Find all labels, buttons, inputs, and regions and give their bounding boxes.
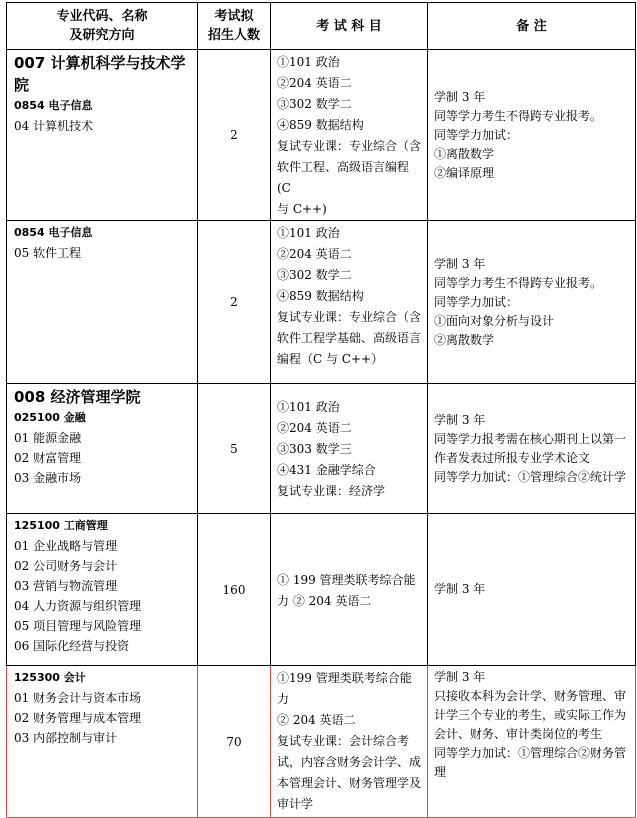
major-cell <box>7 50 198 221</box>
major-name: 125300 会计 <box>14 671 86 684</box>
direction-list <box>14 428 197 488</box>
major-cell <box>7 221 198 384</box>
subjects-cell: ①101 政治 ②204 英语二 ③302 数学二 ④859 数据结构 复试专业课：专业综合（含 软件工程学基础、高级语言 编程（C 与 C++） <box>271 221 428 384</box>
notes-cell: 学制 3 年 只接收本科为会计学、财务管理、审 计学三个专业的考生，或实际工作为 会计、财务、审计类岗位的考生 同等学力加试：①管理综合②财务管 理 <box>428 666 636 818</box>
list-item: 04 人力资源与组织管理 <box>14 599 142 613</box>
list-item: 05 项目管理与风险管理 <box>14 619 142 633</box>
list-item: 01 财务会计与资本市场 <box>14 691 142 705</box>
list-item: 01 企业战略与管理 <box>14 539 118 553</box>
major-name: 025100 金融 <box>14 411 86 424</box>
table-row <box>7 666 636 818</box>
notes-cell: 学制 3 年 同等学力报考需在核心期刊上以第一 作者发表过所报专业学术论文 同等学力加试：①管理综合②统计学 <box>428 384 636 514</box>
header-quota: 考试拟 招生人数 <box>198 3 271 50</box>
college-name: 007 计算机科学与技术学 院 <box>14 54 186 94</box>
table-row <box>7 384 636 514</box>
quota-cell: 160 <box>198 514 271 666</box>
list-item: 02 财务管理与成本管理 <box>14 711 142 725</box>
major-name: 0854 电子信息 <box>14 99 93 112</box>
table-row <box>7 514 636 666</box>
notes-cell: 学制 3 年 同等学力考生不得跨专业报考。 同等学力加试： ①面向对象分析与设计 ②离散数学 <box>428 221 636 384</box>
direction-list <box>14 688 197 748</box>
major-cell <box>7 384 198 514</box>
list-item: 03 营销与物流管理 <box>14 579 118 593</box>
direction-list <box>14 536 197 656</box>
major-cell <box>7 514 198 666</box>
major-name: 125100 工商管理 <box>14 519 108 532</box>
subjects-cell: ① 199 管理类联考综合能 力 ② 204 英语二 <box>271 514 428 666</box>
header-major: 专业代码、名称 及研究方向 <box>7 3 198 50</box>
subjects-cell: ①101 政治 ②204 英语二 ③302 数学二 ④859 数据结构 复试专业课：专业综合（含 软件工程、高级语言编程(C 与 C++) <box>271 50 428 221</box>
admissions-table <box>6 2 636 818</box>
table-row <box>7 221 636 384</box>
major-cell <box>7 666 198 818</box>
list-item: 04 计算机技术 <box>14 119 94 133</box>
header-notes: 备 注 <box>428 3 636 50</box>
list-item: 05 软件工程 <box>14 246 82 260</box>
list-item: 01 能源金融 <box>14 431 82 445</box>
list-item: 06 国际化经营与投资 <box>14 639 130 653</box>
list-item: 02 公司财务与会计 <box>14 559 118 573</box>
direction-list <box>14 116 197 136</box>
header-row <box>7 3 636 50</box>
notes-cell: 学制 3 年 同等学力考生不得跨专业报考。 同等学力加试： ①离散数学 ②编译原理 <box>428 50 636 221</box>
quota-cell: 2 <box>198 50 271 221</box>
quota-cell: 5 <box>198 384 271 514</box>
quota-cell: 2 <box>198 221 271 384</box>
subjects-cell: ①199 管理类联考综合能 力 ② 204 英语二 复试专业课：会计综合考 试，内容含财务会计学、成 本管理会计、财务管理学及 审计学 <box>271 666 428 818</box>
college-name: 008 经济管理学院 <box>14 388 141 406</box>
list-item: 03 金融市场 <box>14 471 82 485</box>
list-item: 03 内部控制与审计 <box>14 731 118 745</box>
quota-cell: 70 <box>198 666 271 818</box>
direction-list <box>14 243 197 263</box>
major-name: 0854 电子信息 <box>14 226 93 239</box>
notes-cell: 学制 3 年 <box>428 514 636 666</box>
header-subjects: 考 试 科 目 <box>271 3 428 50</box>
table-row <box>7 50 636 221</box>
subjects-cell: ①101 政治 ②204 英语二 ③303 数学三 ④431 金融学综合 复试专业课：经济学 <box>271 384 428 514</box>
list-item: 02 财富管理 <box>14 451 82 465</box>
